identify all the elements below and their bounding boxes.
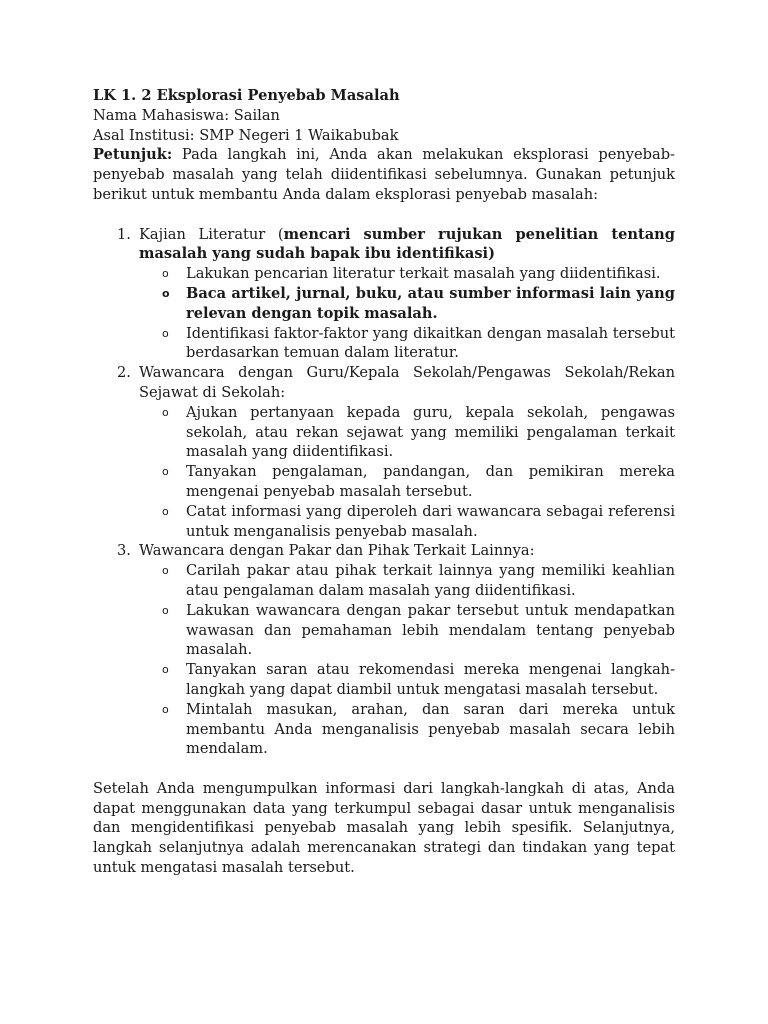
spacer (93, 759, 675, 779)
step-text: Wawancara dengan Pakar dan Pihak Terkait Lainnya: (139, 542, 535, 560)
step-text-bold: mencari sumber rujukan penelitian tentang masalah yang sudah bapak ibu identifikasi) (139, 225, 675, 263)
sub-item-text: Tanyakan pengalaman, pandangan, dan pemikiran mereka mengenai penyebab masalah tersebut. (186, 463, 675, 500)
step-item-2 (93, 363, 675, 541)
sub-item (139, 700, 675, 759)
document-page (93, 86, 675, 878)
bullet-icon: o (162, 326, 169, 340)
step-number: 3. (117, 542, 131, 560)
sub-list (139, 403, 675, 542)
sub-item (139, 284, 675, 324)
instructions-paragraph (93, 145, 675, 204)
step-text-plain: Kajian Literatur ( (139, 225, 284, 243)
sub-item (139, 264, 675, 284)
sub-item-text: Baca artikel, jurnal, buku, atau sumber informasi lain yang relevan dengan topik masalah. (186, 284, 675, 322)
sub-item (139, 660, 675, 700)
bullet-icon: o (162, 267, 169, 281)
instructions-text: Pada langkah ini, Anda akan melakukan eksplorasi penyebab-penyebab masalah yang telah diidentifikasi sebelumnya. Gunakan petunjuk berikut untuk membantu Anda dalam eksplorasi penyebab masalah: (93, 146, 675, 203)
institution: Asal Institusi: SMP Negeri 1 Waikabubak (93, 126, 399, 144)
steps-list (93, 225, 675, 760)
sub-item (139, 324, 675, 364)
step-number: 2. (117, 364, 131, 382)
bullet-icon: o (162, 663, 169, 677)
bullet-icon: o (162, 603, 169, 617)
sub-item-text: Identifikasi faktor-faktor yang dikaitkan dengan masalah tersebut berdasarkan temuan dalam literatur. (186, 324, 675, 362)
bullet-icon: o (162, 504, 169, 518)
bullet-icon: o (162, 405, 169, 419)
bullet-icon: o (162, 702, 169, 716)
bullet-icon: o (162, 564, 169, 578)
sub-item (139, 502, 675, 542)
bullet-icon: o (162, 286, 170, 300)
spacer (93, 205, 675, 225)
sub-item-text: Lakukan wawancara dengan pakar tersebut untuk mendapatkan wawasan dan pemahaman lebih mendalam tentang penyebab masalah. (186, 601, 675, 659)
step-number: 1. (117, 225, 131, 243)
sub-list (139, 561, 675, 759)
instructions-label: Petunjuk: (93, 146, 173, 164)
sub-item (139, 561, 675, 601)
step-text: Wawancara dengan Guru/Kepala Sekolah/Pengawas Sekolah/Rekan Sejawat di Sekolah: (139, 364, 675, 401)
bullet-icon: o (162, 465, 169, 479)
sub-item (139, 403, 675, 462)
sub-item-text: Catat informasi yang diperoleh dari wawancara sebagai referensi untuk menganalisis penyebab masalah. (186, 502, 675, 540)
step-item-3 (93, 541, 675, 759)
closing-paragraph: Setelah Anda mengumpulkan informasi dari langkah-langkah di atas, Anda dapat menggunakan data yang terkumpul sebagai dasar untuk menganalisis dan mengidentifikasi penyebab masalah yang lebih spesifik. Selanjutnya, langkah selanjutnya adalah merencanakan strategi dan tindakan yang tepat untuk mengatasi masalah tersebut. (93, 779, 675, 877)
sub-item-text: Mintalah masukan, arahan, dan saran dari mereka untuk membantu Anda menganalisis penyebab masalah secara lebih mendalam. (186, 700, 675, 758)
sub-item-text: Lakukan pencarian literatur terkait masalah yang diidentifikasi. (186, 265, 661, 283)
document-title: LK 1. 2 Eksplorasi Penyebab Masalah (93, 87, 400, 104)
step-text (139, 225, 675, 265)
sub-item-text: Carilah pakar atau pihak terkait lainnya yang memiliki keahlian atau pengalaman dalam masalah yang diidentifikasi. (186, 562, 675, 599)
student-name: Nama Mahasiswa: Sailan (93, 106, 280, 124)
sub-item (139, 462, 675, 502)
sub-item-text: Tanyakan saran atau rekomendasi mereka mengenai langkah-langkah yang dapat diambil untuk mengatasi masalah tersebut. (186, 661, 675, 698)
sub-item-text: Ajukan pertanyaan kepada guru, kepala sekolah, pengawas sekolah, atau rekan sejawat yang memiliki pengalaman terkait masalah yang diidentifikasi. (186, 403, 675, 461)
sub-item (139, 601, 675, 660)
sub-list (139, 264, 675, 363)
step-item-1 (93, 225, 675, 364)
